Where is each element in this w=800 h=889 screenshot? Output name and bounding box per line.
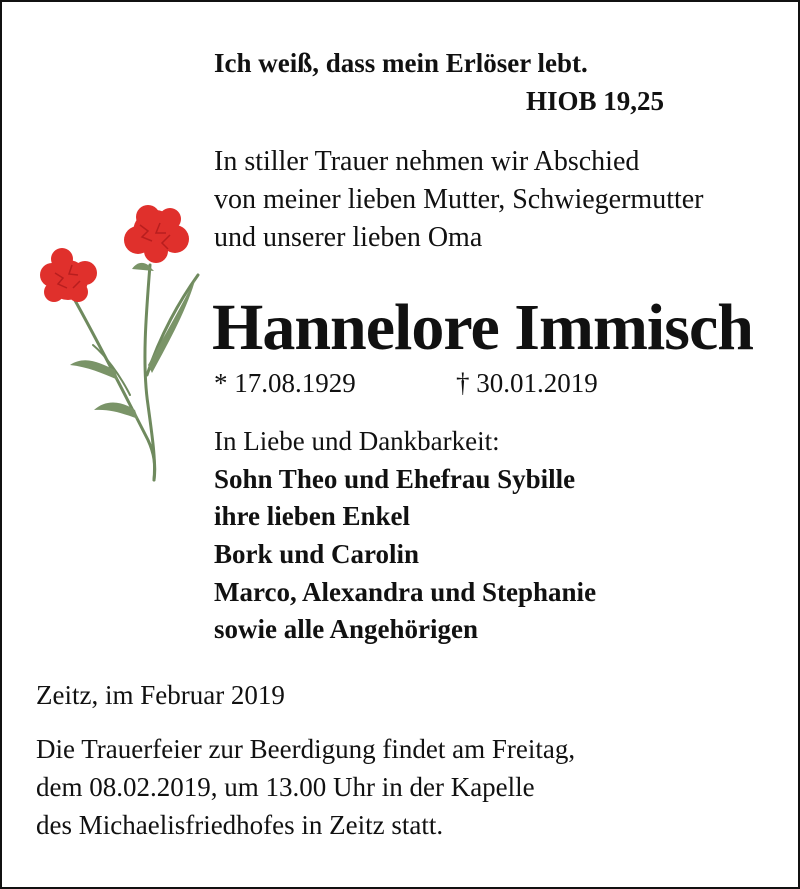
carnation-illustration [30, 195, 205, 490]
place-date: Zeitz, im Februar 2019 [36, 680, 285, 710]
mourner-line: ihre lieben Enkel [214, 501, 411, 531]
deceased-name: Hannelore Immisch [212, 291, 753, 364]
verse-reference: HIOB 19,25 [526, 86, 665, 116]
intro-line: In stiller Trauer nehmen wir Abschied [214, 146, 640, 177]
intro-line: und unserer lieben Oma [214, 222, 483, 253]
death-date: † 30.01.2019 [456, 368, 598, 398]
bible-verse: Ich weiß, dass mein Erlöser lebt. [214, 48, 588, 78]
intro-line: von meiner lieben Mutter, Schwiegermutter [214, 184, 704, 215]
mourner-line: Bork und Carolin [214, 539, 420, 569]
funeral-line: des Michaelisfriedhofes in Zeitz statt. [36, 810, 444, 840]
funeral-line: dem 08.02.2019, um 13.00 Uhr in der Kapelle [36, 772, 535, 802]
mourner-line: sowie alle Angehörigen [214, 614, 478, 644]
funeral-line: Die Trauerfeier zur Beerdigung findet am Freitag, [36, 734, 576, 764]
birth-date: * 17.08.1929 [214, 368, 356, 398]
thanks-line: In Liebe und Dankbarkeit: [214, 426, 500, 456]
mourner-line: Marco, Alexandra und Stephanie [214, 577, 597, 607]
mourner-line: Sohn Theo und Ehefrau Sybille [214, 464, 576, 494]
